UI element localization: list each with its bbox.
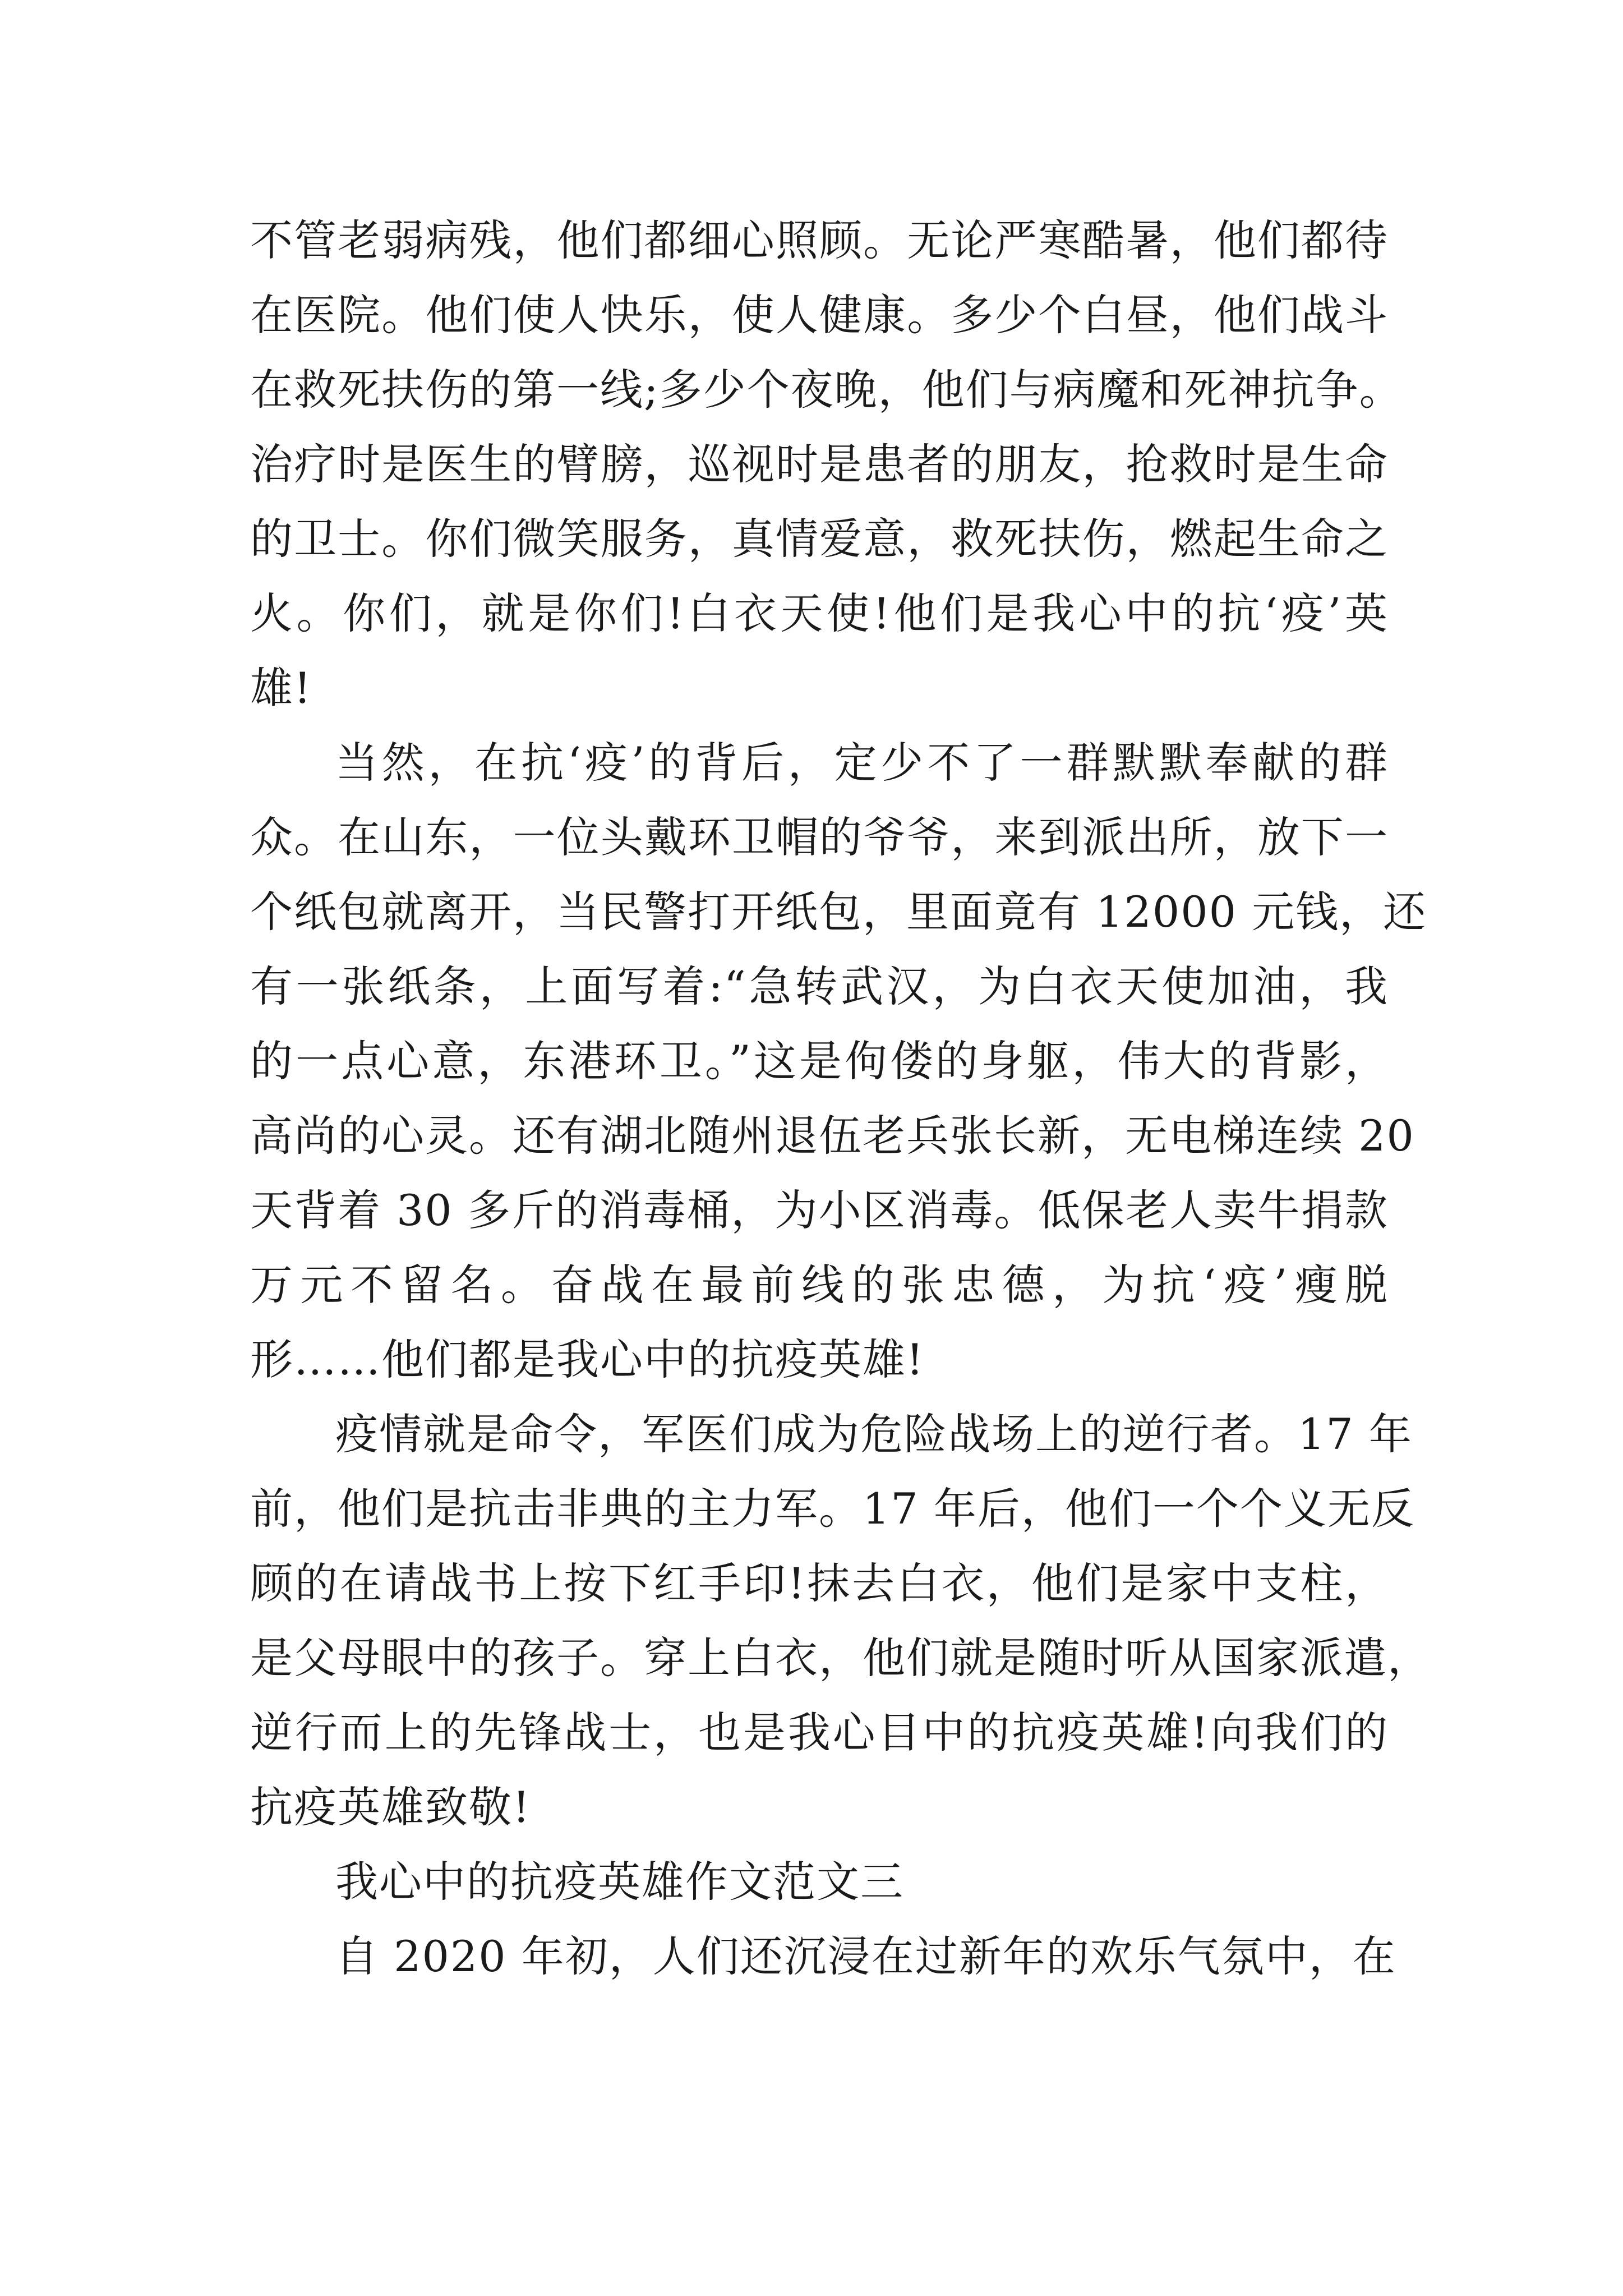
text-line: 高尚的心灵。还有湖北随州退伍老兵张长新，无电梯连续 20 xyxy=(250,1111,1415,1161)
text-line: 火。你们，就是你们!白衣天使!他们是我心中的抗‘疫’英 xyxy=(250,588,1389,638)
text-line: 有一张纸条，上面写着:“急转武汉，为白衣天使加油，我 xyxy=(250,961,1389,1011)
text-line: 前，他们是抗击非典的主力军。17 年后，他们一个个义无反 xyxy=(250,1484,1415,1534)
text-line: 在救死扶伤的第一线;多少个夜晚，他们与病魔和死神抗争。 xyxy=(250,365,1403,415)
text-line: 万元不留名。奋战在最前线的张忠德，为抗‘疫’瘦脱 xyxy=(250,1260,1389,1310)
paragraph-first-line: 当然，在抗‘疫’的背后，定少不了一群默默奉献的群 xyxy=(335,738,1389,788)
text-line: 个纸包就离开，当民警打开纸包，里面竟有 12000 元钱，还 xyxy=(250,887,1427,937)
text-line: 不管老弱病残，他们都细心照顾。无论严寒酷暑，他们都待 xyxy=(250,215,1389,265)
section-heading: 我心中的抗疫英雄作文范文三 xyxy=(335,1857,904,1907)
text-line: 逆行而上的先锋战士，也是我心目中的抗疫英雄!向我们的 xyxy=(250,1708,1389,1757)
text-line: 治疗时是医生的臂膀，巡视时是患者的朋友，抢救时是生命 xyxy=(250,439,1389,489)
text-line: 在医院。他们使人快乐，使人健康。多少个白昼，他们战斗 xyxy=(250,290,1389,340)
text-line: 抗疫英雄致敬! xyxy=(250,1782,531,1832)
text-line: 雄! xyxy=(250,663,312,713)
text-line: 顾的在请战书上按下红手印!抹去白衣，他们是家中支柱， xyxy=(250,1558,1389,1608)
text-line: 的卫士。你们微笑服务，真情爱意，救死扶伤，燃起生命之 xyxy=(250,514,1389,564)
text-line: 天背着 30 多斤的消毒桶，为小区消毒。低保老人卖牛捐款 xyxy=(250,1185,1389,1235)
text-line: 的一点心意，东港环卫。”这是佝偻的身躯，伟大的背影， xyxy=(250,1036,1389,1086)
paragraph-first-line: 自 2020 年初，人们还沉浸在过新年的欢乐气氛中，在 xyxy=(335,1931,1396,1981)
text-line: 形……他们都是我心中的抗疫英雄! xyxy=(250,1335,925,1384)
text-line: 众。在山东，一位头戴环卫帽的爷爷，来到派出所，放下一 xyxy=(250,812,1389,862)
text-line: 是父母眼中的孩子。穿上白衣，他们就是随时听从国家派遣， xyxy=(250,1633,1431,1683)
paragraph-first-line: 疫情就是命令，军医们成为危险战场上的逆行者。17 年 xyxy=(335,1409,1413,1459)
